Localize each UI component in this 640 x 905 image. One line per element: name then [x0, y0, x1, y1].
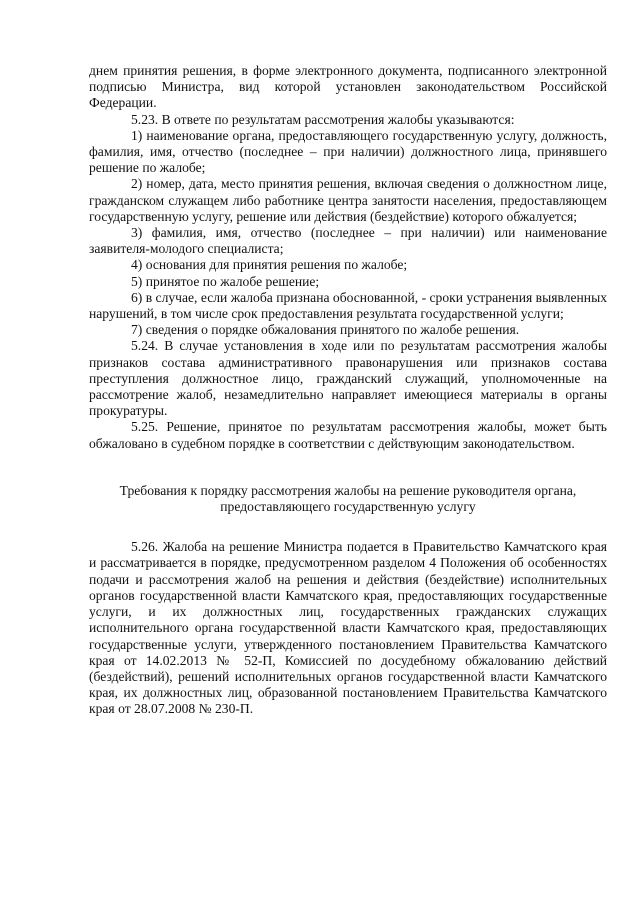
list-item-4: 4) основания для принятия решения по жалобе;: [131, 257, 408, 273]
list-item-2: 2) номер, дата, место принятия решения, включая сведения о должностном лице, гражданском служащем либо работнике центра занятости населения, предоставляющем государственную услугу, решение или действия (бездействие) которого обжалуется;: [89, 176, 607, 224]
document-body: [89, 63, 607, 718]
paragraph-5-26: 5.26. Жалоба на решение Министра подается в Правительство Камчатского края и рассматривается в порядке, предусмотренном разделом 4 Положения об особенностях подачи и рассмотрения жалоб на решения и действия (бездействие) исполнительных органов государственной власти Камчатского края, предоставляющих государственные услуги, и их должностных лиц, государственных гражданских служащих исполнительного органа государственной власти Камчатского края, предоставляющих государственные услуги, утвержденного постановлением Правительства Камчатского края от 14.02.2013 № 52-П, Комиссией по досудебному обжалованию действий (бездействий), решений исполнительных органов государственной власти Камчатского края, их должностных лиц, образованной постановлением Правительства Камчатского края от 28.07.2008 № 230-П.: [89, 539, 607, 717]
paragraph-5-24: 5.24. В случае установления в ходе или по результатам рассмотрения жалобы признаков состава административного правонарушения или признаков состава преступления должностное лицо, гражданский служащий, уполномоченные на рассмотрение жалоб, незамедлительно направляет имеющиеся материалы в органы прокуратуры.: [89, 338, 607, 419]
section-heading: Требования к порядку рассмотрения жалобы на решение руководителя органа, предоставляющего государственную услугу: [119, 482, 577, 515]
paragraph-5-25: 5.25. Решение, принятое по результатам рассмотрения жалобы, может быть обжаловано в судебном порядке в соответствии с действующим законодательством.: [89, 419, 607, 451]
paragraph-5-23: 5.23. В ответе по результатам рассмотрения жалобы указываются:: [131, 111, 515, 127]
list-item-7: 7) сведения о порядке обжалования принятого по жалобе решения.: [131, 322, 520, 338]
list-item-1: 1) наименование органа, предоставляющего государственную услугу, должность, фамилия, имя, отчество (последнее – при наличии) должностного лица, принявшего решение по жалобе;: [89, 127, 607, 176]
list-item-6: 6) в случае, если жалоба признана обоснованной, - сроки устранения выявленных нарушений, в том числе срок предоставления результата государственной услуги;: [89, 289, 608, 322]
list-item-5: 5) принятое по жалобе решение;: [131, 273, 320, 289]
paragraph-continuation: днем принятия решения, в форме электронного документа, подписанного электронной подписью Министра, вид которой установлен законодательством Российской Федерации.: [89, 63, 607, 111]
list-item-3: 3) фамилия, имя, отчество (последнее – при наличии) или наименование заявителя-молодого специалиста;: [89, 225, 607, 257]
